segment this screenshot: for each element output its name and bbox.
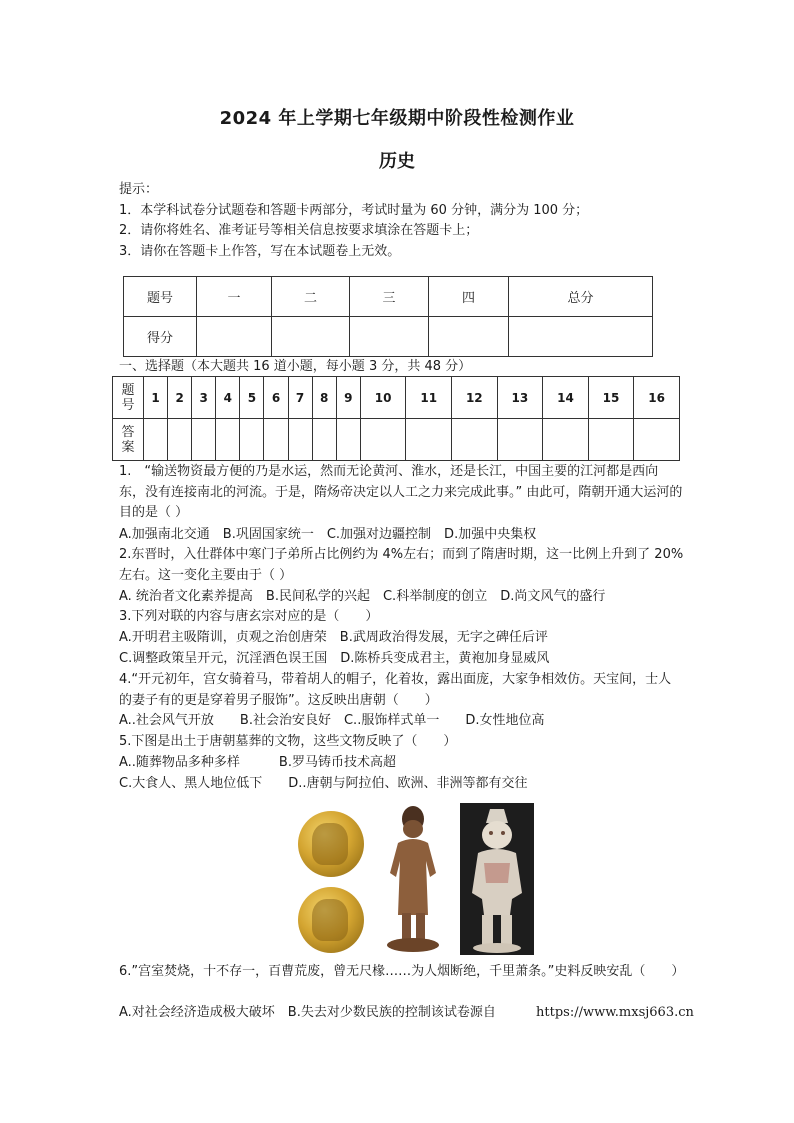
question-number: 15 [588,377,634,419]
question-5: 5.下图是出土于唐朝墓葬的文物，这些文物反映了（ ） [119,734,457,749]
question-number: 12 [452,377,498,419]
score-table [123,276,653,357]
answer-cell [634,419,680,461]
question-number: 10 [360,377,406,419]
question-3-options-cd: C.调整政策呈开元，沉淫酒色误王国 D.陈桥兵变成君主，黄袍加身显威风 [119,651,550,666]
score-header-cell: 三 [350,277,429,317]
answer-cell [288,419,312,461]
gold-coin-image [298,887,364,953]
question-number: 2 [168,377,192,419]
answer-cell [360,419,406,461]
score-cell [429,317,509,357]
score-row-label: 得分 [124,317,197,357]
gold-coin-image [298,811,364,877]
question-number: 1 [144,377,168,419]
artifact-images [294,803,534,955]
question-2: 2.东晋时，入仕群体中寒门子弟所占比例约为 4%左右；而到了隋唐时期，这一比例上升到了 20%左右。这一变化主要由于（ ） [119,547,684,583]
answer-cell [497,419,543,461]
question-3-options-ab: A.开明君主吸隋训，贞观之治创唐荣 B.武周政治得发展，无字之碑任后评 [119,630,548,645]
question-4-options: A..社会风气开放 B.社会治安良好 C..服饰样式单一 D.女性地位高 [119,713,545,728]
score-table-score-row [124,317,653,357]
answer-cell [543,419,589,461]
question-5-options-ab: A..随葬物品多种多样 B.罗马铸币技术高超 [119,755,396,770]
answer-cell [336,419,360,461]
score-header-cell: 二 [272,277,350,317]
answer-number-row [113,377,680,419]
question-number: 11 [406,377,452,419]
score-table-header-row [124,277,653,317]
score-cell [197,317,272,357]
question-number: 7 [288,377,312,419]
question-number: 13 [497,377,543,419]
answer-cell [312,419,336,461]
answer-cell [216,419,240,461]
score-cell [272,317,350,357]
question-number: 8 [312,377,336,419]
answer-row-label: 答 案 [113,419,144,461]
score-cell [509,317,653,357]
figurine-image [460,803,534,955]
question-number: 16 [634,377,680,419]
answer-cell [168,419,192,461]
answer-row-label: 题 号 [113,377,144,419]
tip-item: 2．请你将姓名、准考证号等相关信息按要求填涂在答题卡上； [119,223,479,238]
score-header-cell: 题号 [124,277,197,317]
question-1-options: A.加强南北交通 B.巩固国家统一 C.加强对边疆控制 D.加强中央集权 [119,527,537,542]
subject-title: 历史 [379,151,415,172]
question-number: 5 [240,377,264,419]
question-1: 1. “输送物资最方便的乃是水运，然而无论黄河、淮水，还是长江，中国主要的江河都是西向东，没有连接南北的河流。于是，隋炀帝决定以人工之力来完成此事。” 由此可，隋朝开通大运河的目的是（ ） [119,464,683,520]
question-6: 6.”宫室焚烧，十不存一，百曹荒废，曾无尺椽……为人烟断绝，千里萧条。”史料反映安乱（ ） [119,964,685,979]
question-number: 6 [264,377,288,419]
answer-cell [406,419,452,461]
question-2-options: A. 统治者文化素养提高 B.民间私学的兴起 C.科举制度的创立 D.尚文风气的盛行 [119,589,606,604]
tip-item: 1．本学科试卷分试题卷和答题卡两部分，考试时量为 60 分钟，满分为 100 分； [119,203,589,218]
figurine-image [376,803,451,955]
score-header-cell: 总分 [509,277,653,317]
question-6-options: A.对社会经济造成极大破坏 B.失去对少数民族的控制该试卷源自 [119,1005,496,1020]
score-header-cell: 一 [197,277,272,317]
answer-cell [192,419,216,461]
score-header-cell: 四 [429,277,509,317]
question-3: 3.下列对联的内容与唐玄宗对应的是（ ） [119,609,379,624]
answer-blank-row [113,419,680,461]
question-number: 14 [543,377,589,419]
answer-table [112,376,680,461]
question-number: 9 [336,377,360,419]
question-number: 4 [216,377,240,419]
section-title: 一、选择题（本大题共 16 道小题，每小题 3 分，共 48 分） [119,359,472,374]
answer-cell [452,419,498,461]
tips-label: 提示： [119,182,159,197]
tip-item: 3．请你在答题卡上作答，写在本试题卷上无效。 [119,244,401,259]
page-title: 2024 年上学期七年级期中阶段性检测作业 [219,108,575,129]
question-number: 3 [192,377,216,419]
score-cell [350,317,429,357]
question-5-options-cd: C.大食人、黑人地位低下 D..唐朝与阿拉伯、欧洲、非洲等都有交往 [119,776,528,791]
answer-cell [240,419,264,461]
answer-cell [264,419,288,461]
answer-cell [588,419,634,461]
source-url[interactable]: https://www.mxsj663.cn [536,1005,694,1020]
question-4: 4.“开元初年，宫女骑着马，带着胡人的帽子，化着妆，露出面庞，大家争相效仿。天宝间，士人的妻子有的更是穿着男子服饰”。这反映出唐朝（ ） [119,672,672,708]
answer-cell [144,419,168,461]
